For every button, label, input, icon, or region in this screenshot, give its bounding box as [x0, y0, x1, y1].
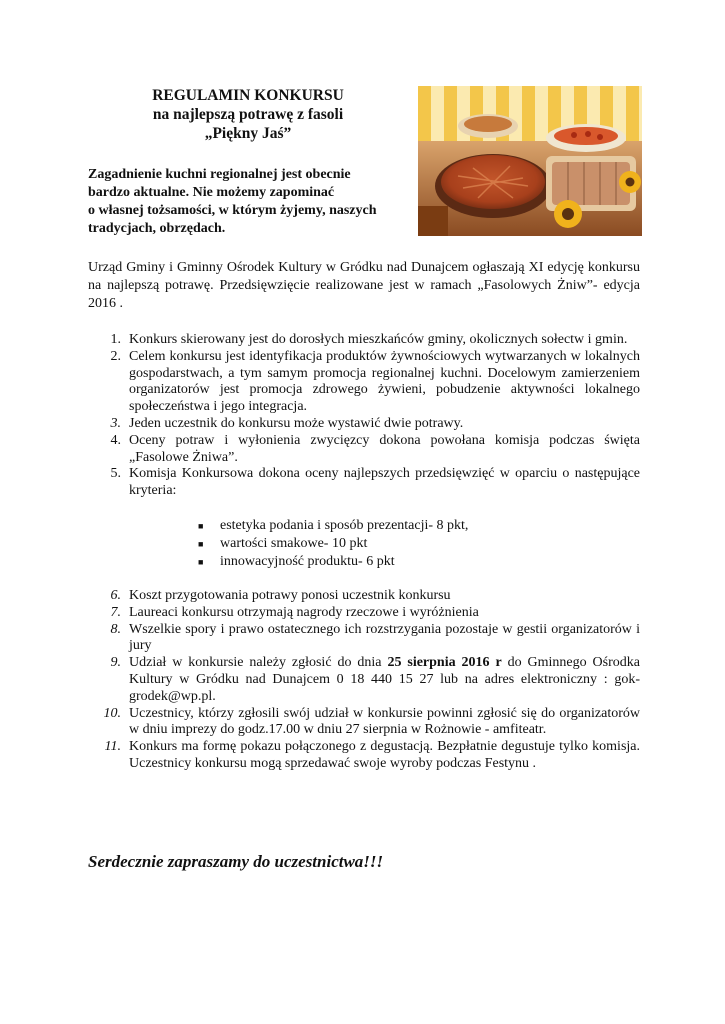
rule-text: Konkurs ma formę pokazu połączonego z degustacją. Bezpłatnie degustuje tylko komisja. Uczestnicy konkursu mogą sprzedawać swoje wyroby podczas Festynu .: [129, 739, 640, 771]
rule-text-part: Udział w konkursie należy zgłosić do dnia: [129, 655, 388, 671]
intro-line: tradycjach, obrzędach.: [88, 221, 226, 236]
rule-text: [129, 655, 640, 705]
criteria-text: innowacyjność produktu- 6 pkt: [220, 553, 395, 569]
announcement-paragraph: Urząd Gminy i Gminny Ośrodek Kultury w Gródku nad Dunajcem ogłaszają XI edycję konkursu na najlepszą potrawę. Przedsięwzięcie realizowane jest w ramach „Fasolowych Żniw”- edycja 2016 .: [88, 260, 640, 311]
rule-text: Uczestnicy, którzy zgłosili swój udział w konkursie powinni zgłosić się do organizatorów w dniu imprezy do godz.17.00 w dniu 27 sierpnia w Rożnowie - amfiteatr.: [129, 705, 640, 738]
list-item: [88, 332, 640, 349]
criteria-text: wartości smakowe- 10 pkt: [220, 535, 368, 551]
list-item: [88, 605, 640, 622]
intro-paragraph: [88, 166, 408, 238]
list-item: [88, 706, 640, 740]
title-line-3: „Piękny Jaś”: [204, 125, 292, 142]
intro-line: o własnej tożsamości, w którym żyjemy, naszych: [88, 203, 377, 218]
rule-text-part: do Gminnego Ośrodka Kultury w Gródku nad Dunajcem 0 18 440 15 27 lub na adres elektroniczny : gok-grodek@wp.pl.: [129, 655, 640, 704]
square-bullet-icon: ■: [198, 556, 204, 567]
list-item: [88, 416, 640, 433]
list-item: [88, 622, 640, 656]
deadline-date: 25 sierpnia 2016 r: [387, 655, 502, 671]
list-item: [88, 466, 640, 500]
list-item: [88, 433, 640, 467]
rule-text: Koszt przygotowania potrawy ponosi uczestnik konkursu: [129, 587, 451, 603]
rule-text: Komisja Konkursowa dokona oceny najlepszych przedsięwzięć w oparciu o następujące kryteria:: [129, 466, 640, 499]
intro-line: Zagadnienie kuchni regionalnej jest obecnie: [88, 167, 351, 182]
list-item: [88, 739, 640, 773]
closing-invitation: Serdecznie zapraszamy do uczestnictwa!!!: [88, 852, 384, 871]
rules-list: [88, 332, 640, 773]
intro-line: bardzo aktualne. Nie możemy zapominać: [88, 185, 335, 200]
rule-text: Wszelkie spory i prawo ostatecznego ich rozstrzygania pozostaje w gestii organizatorów i jury: [129, 621, 640, 654]
rule-text: Konkurs skierowany jest do dorosłych mieszkańców gminy, okolicznych sołectw i gmin.: [129, 332, 628, 347]
title-line-1: REGULAMIN KONKURSU: [152, 87, 344, 104]
criteria-list: [198, 517, 640, 571]
title-line-2: na najlepszą potrawę z fasoli: [152, 106, 344, 123]
rule-text: Celem konkursu jest identyfikacja produktów żywnościowych wytwarzanych w lokalnych gospodarstwach, a tym samym promocja regionalnej kuchni. Docelowym zamierzeniem organizatorów jest promocja zdrowego żywieni, pobudzenie aktywności lokalnego społeczeństwa i jego integracja.: [129, 348, 640, 415]
rule-number: 3.: [110, 415, 121, 431]
food-photo-icon: [418, 86, 642, 236]
criteria-text: estetyka podania i sposób prezentacji- 8 pkt,: [220, 517, 469, 533]
list-item: [88, 349, 640, 416]
rule-number: 6.: [110, 587, 121, 603]
rule-text: Oceny potraw i wyłonienia zwycięzcy dokona powołana komisja podczas święta „Fasolowe Żniwa”.: [129, 432, 640, 465]
rule-number: 10.: [103, 705, 121, 721]
rule-text: Jeden uczestnik do konkursu może wystawić dwie potrawy.: [129, 415, 464, 431]
rule-number: 11.: [104, 739, 121, 755]
rule-number: 1.: [110, 332, 121, 347]
rule-number: 7.: [110, 604, 121, 620]
list-item: [88, 588, 640, 605]
criteria-item: [198, 553, 640, 571]
square-bullet-icon: ■: [198, 538, 204, 549]
document-title: [88, 86, 408, 143]
rule-number: 5.: [110, 466, 121, 482]
rule-number: 2.: [110, 348, 121, 364]
square-bullet-icon: ■: [198, 520, 204, 531]
rule-text: Laureaci konkursu otrzymają nagrody rzeczowe i wyróżnienia: [129, 604, 479, 620]
criteria-item: [198, 535, 640, 553]
rule-number: 4.: [110, 432, 121, 448]
list-item: [88, 655, 640, 705]
rule-number: 9.: [110, 655, 121, 671]
rule-number: 8.: [110, 621, 121, 637]
criteria-item: [198, 517, 640, 535]
